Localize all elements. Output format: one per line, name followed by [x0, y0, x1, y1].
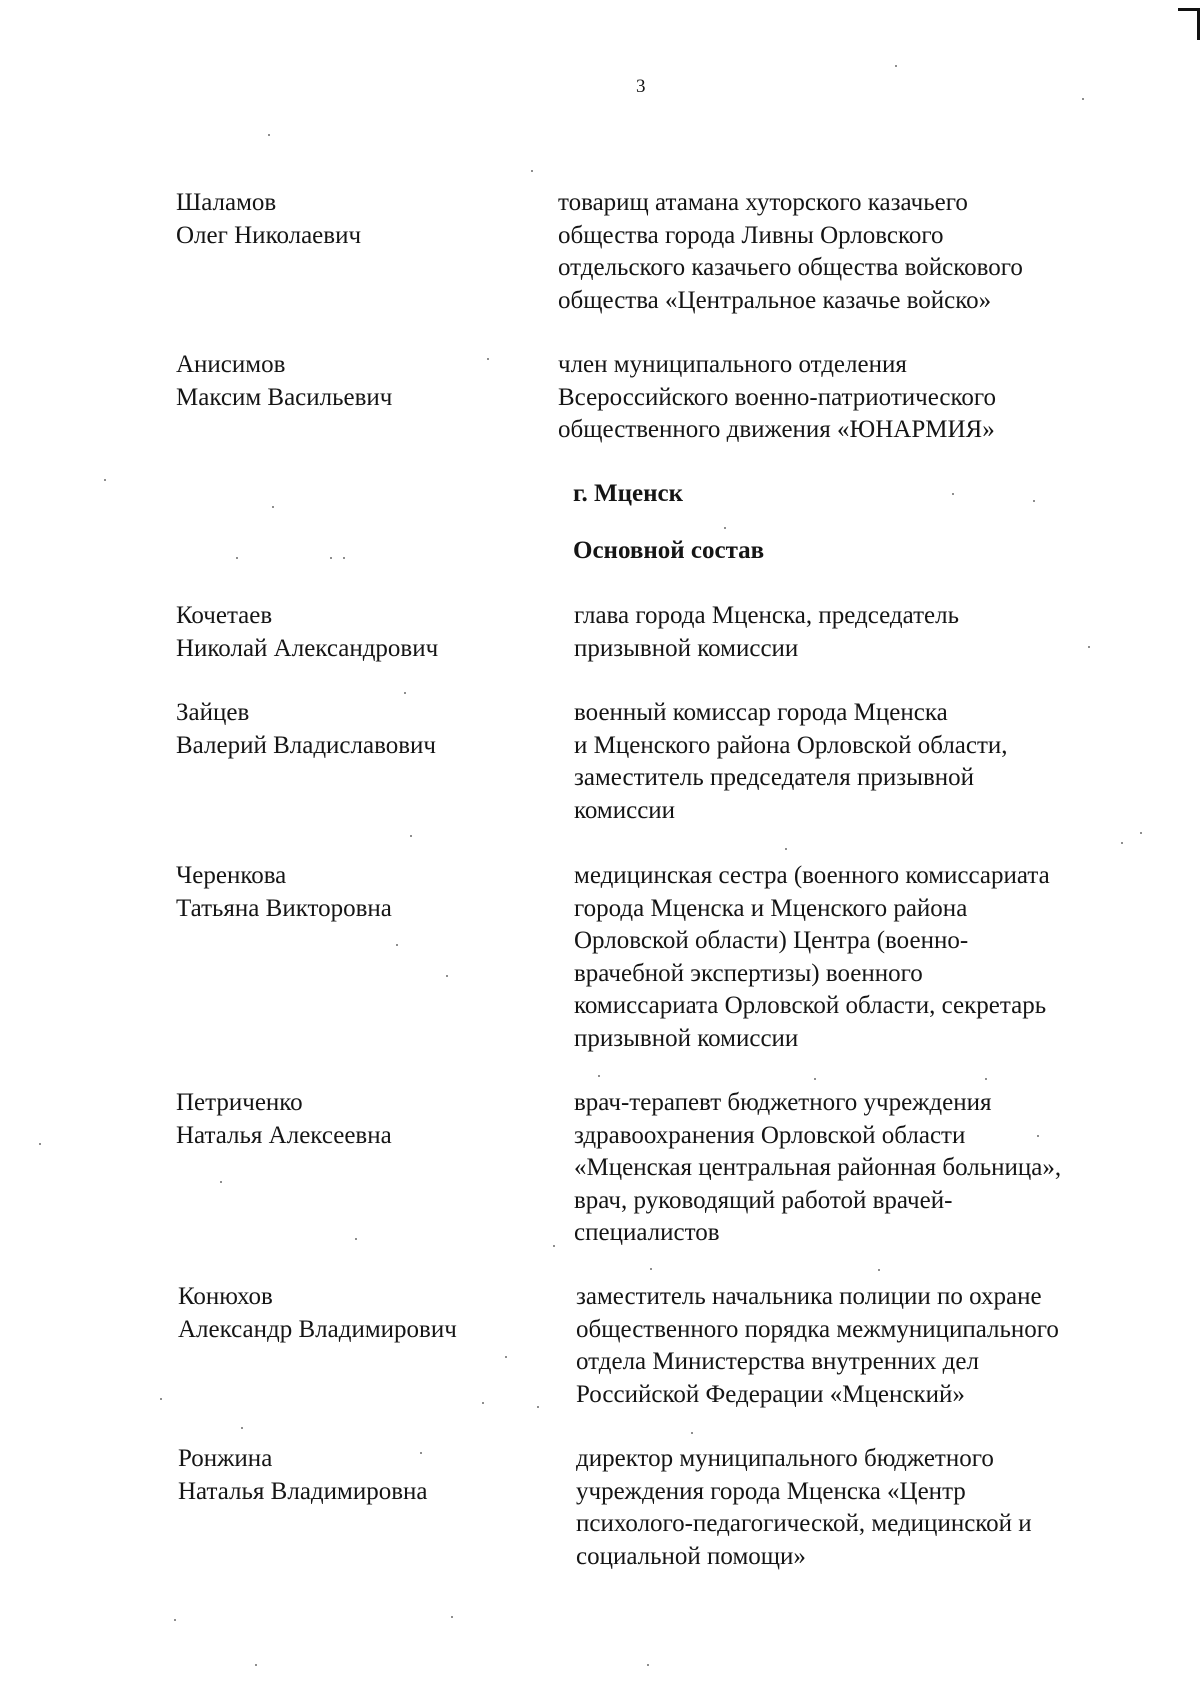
- position-line: член муниципального отделения: [558, 351, 907, 378]
- position-line: врачебной экспертизы) военного: [574, 959, 923, 987]
- scan-speck: [410, 835, 412, 837]
- member-position: [574, 860, 1050, 1055]
- member-surname: Черенкова: [176, 862, 287, 889]
- scan-speck: [1088, 646, 1090, 648]
- scan-corner-mark: [1178, 0, 1200, 40]
- member-given-names: Максим Васильевич: [176, 383, 393, 411]
- scan-speck: [691, 1432, 693, 1434]
- member-name: [178, 1443, 428, 1508]
- scan-speck: [1121, 842, 1123, 844]
- position-line: здравоохранения Орловской области: [574, 1121, 966, 1149]
- scan-speck: [1037, 1135, 1039, 1137]
- position-line: врач, руководящий работой врачей-: [574, 1186, 953, 1214]
- member-position: [558, 187, 1023, 317]
- member-surname: Зайцев: [176, 699, 250, 726]
- scan-speck: [482, 1402, 484, 1404]
- position-line: медицинская сестра (военного комиссариата: [574, 862, 1050, 889]
- scan-speck: [446, 975, 448, 977]
- scan-speck: [785, 848, 787, 850]
- scan-speck: [220, 1181, 222, 1183]
- position-line: общества города Ливны Орловского: [558, 221, 944, 249]
- member-surname: Ронжина: [178, 1445, 273, 1472]
- scan-speck: [1082, 98, 1084, 100]
- member-name: [176, 860, 392, 925]
- scan-speck: [647, 1664, 649, 1666]
- scan-speck: [396, 944, 398, 946]
- member-name: [176, 600, 438, 665]
- scan-speck: [878, 1269, 880, 1271]
- position-line: Орловской области) Центра (военно-: [574, 927, 969, 954]
- scan-speck: [241, 1427, 243, 1429]
- member-position: [574, 1087, 1061, 1250]
- position-line: Российской Федерации «Мценский»: [576, 1380, 965, 1408]
- position-line: заместитель председателя призывной: [574, 764, 974, 791]
- scan-speck: [537, 1406, 539, 1408]
- scan-speck: [255, 1664, 257, 1666]
- scan-speck: [104, 479, 106, 481]
- position-line: комиссариата Орловской области, секретарь: [574, 992, 1047, 1019]
- position-line: города Мценска и Мценского района: [574, 894, 968, 922]
- position-line: врач-терапевт бюджетного учреждения: [574, 1089, 992, 1116]
- member-name: [176, 187, 361, 252]
- position-line: общественного порядка межмуниципального: [576, 1315, 1059, 1343]
- scan-speck: [355, 1238, 357, 1240]
- position-line: общественного движения «ЮНАРМИЯ»: [558, 416, 995, 443]
- member-given-names: Николай Александрович: [176, 634, 439, 662]
- member-given-names: Олег Николаевич: [176, 221, 362, 249]
- member-surname: Шаламов: [176, 189, 277, 216]
- member-given-names: Наталья Владимировна: [178, 1477, 428, 1505]
- member-surname: Кочетаев: [176, 602, 273, 629]
- city-heading: г. Мценск: [573, 480, 684, 507]
- scan-speck: [505, 1356, 507, 1358]
- position-line: товарищ атамана хуторского казачьего: [558, 189, 968, 216]
- position-line: военный комиссар города Мценска: [574, 699, 948, 726]
- scan-speck: [451, 1616, 453, 1618]
- member-position: [574, 697, 1008, 827]
- member-name: [176, 349, 392, 414]
- scan-speck: [952, 493, 954, 495]
- position-line: специалистов: [574, 1219, 720, 1246]
- scan-speck: [487, 358, 489, 360]
- scan-speck: [985, 1078, 987, 1080]
- scan-speck: [343, 557, 345, 559]
- scan-speck: [404, 692, 406, 694]
- scan-speck: [553, 1245, 555, 1247]
- member-position: [558, 349, 996, 447]
- position-line: отдельского казачьего общества войскового: [558, 254, 1023, 281]
- scan-speck: [330, 557, 332, 559]
- position-line: призывной комиссии: [574, 1024, 799, 1052]
- member-given-names: Наталья Алексеевна: [176, 1121, 392, 1149]
- position-line: директор муниципального бюджетного: [576, 1445, 994, 1472]
- position-line: социальной помощи»: [576, 1542, 806, 1570]
- member-position: [576, 1281, 1059, 1411]
- scan-speck: [160, 1398, 162, 1400]
- position-line: призывной комиссии: [574, 634, 799, 662]
- member-surname: Петриченко: [176, 1089, 303, 1116]
- position-line: общества «Центральное казачье войско»: [558, 286, 992, 314]
- scan-speck: [531, 170, 533, 172]
- scan-speck: [650, 1268, 652, 1270]
- position-line: отдела Министерства внутренних дел: [576, 1348, 979, 1375]
- scan-speck: [272, 506, 274, 508]
- scan-speck: [39, 1143, 41, 1145]
- scan-speck: [236, 557, 238, 559]
- scan-speck: [895, 65, 897, 67]
- section-heading: Основной состав: [573, 537, 765, 564]
- scan-speck: [814, 1078, 816, 1080]
- scan-speck: [1140, 832, 1142, 834]
- page-number: 3: [636, 76, 646, 97]
- member-name: [178, 1281, 457, 1346]
- scan-speck: [598, 1075, 600, 1077]
- scan-speck: [174, 1619, 176, 1621]
- member-surname: Конюхов: [178, 1283, 273, 1310]
- member-surname: Анисимов: [176, 351, 286, 378]
- position-line: психолого-педагогической, медицинской и: [576, 1510, 1032, 1537]
- member-name: [176, 697, 436, 762]
- position-line: комиссии: [574, 796, 676, 824]
- member-position: [574, 600, 959, 665]
- position-line: глава города Мценска, председатель: [574, 602, 959, 629]
- member-position: [576, 1443, 1032, 1573]
- position-line: заместитель начальника полиции по охране: [576, 1283, 1042, 1310]
- position-line: Всероссийского военно-патриотического: [558, 383, 997, 411]
- position-line: «Мценская центральная районная больница»,: [574, 1154, 1062, 1181]
- member-given-names: Валерий Владиславович: [176, 731, 436, 759]
- member-given-names: Александр Владимирович: [178, 1315, 457, 1343]
- member-name: [176, 1087, 392, 1152]
- scan-speck: [268, 134, 270, 136]
- position-line: учреждения города Мценска «Центр: [576, 1477, 966, 1505]
- member-given-names: Татьяна Викторовна: [176, 894, 392, 922]
- position-line: и Мценского района Орловской области,: [574, 731, 1008, 759]
- scan-speck: [1033, 500, 1035, 502]
- scan-speck: [724, 527, 726, 529]
- scan-speck: [420, 1452, 422, 1454]
